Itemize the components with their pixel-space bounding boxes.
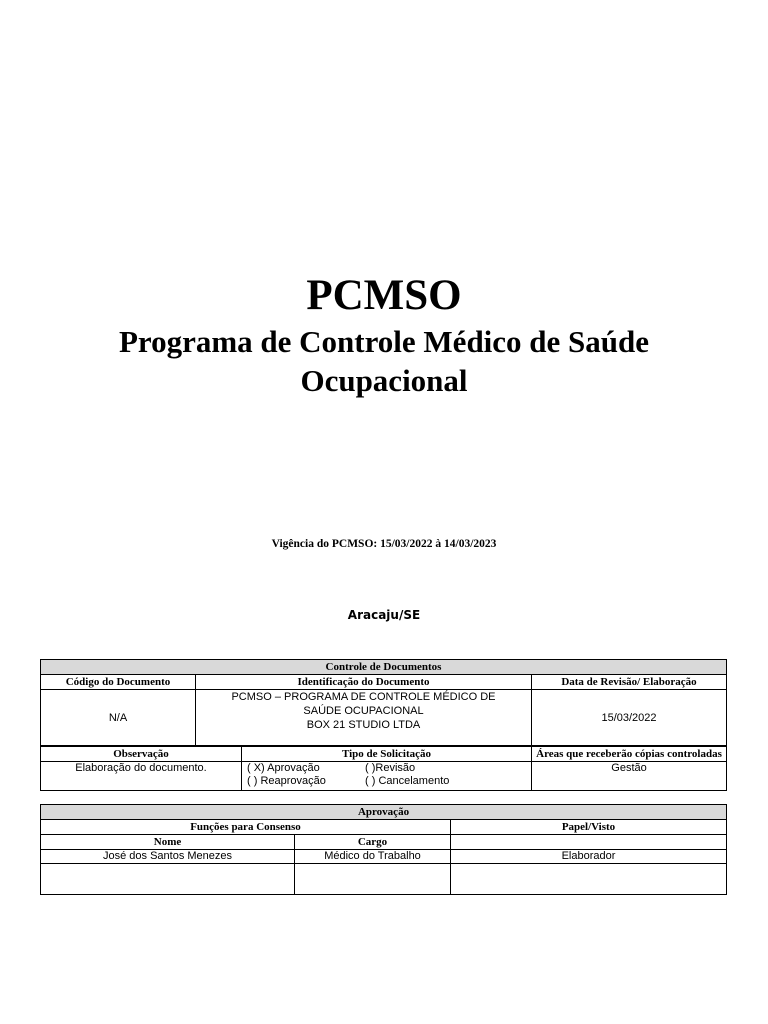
header-observacao: Observação	[41, 746, 242, 762]
controle-title: Controle de Documentos	[41, 660, 727, 675]
header-papel: Papel/Visto	[451, 820, 727, 835]
vigencia-text: Vigência do PCMSO: 15/03/2022 à 14/03/2023	[271, 538, 497, 550]
header-areas: Áreas que receberão cópias controladas	[532, 746, 727, 762]
document-subtitle-line1: Programa de Controle Médico de Saúde	[118, 324, 650, 359]
tipo-cancelamento: ( ) Cancelamento	[365, 775, 450, 787]
city-text: Aracaju/SE	[347, 608, 421, 622]
empty-cell	[41, 864, 295, 895]
codigo-value: N/A	[41, 690, 196, 747]
areas-value: Gestão	[532, 762, 727, 791]
header-codigo: Código do Documento	[41, 675, 196, 690]
controle-documentos-table	[40, 659, 727, 791]
header-identificacao: Identificação do Documento	[196, 675, 532, 690]
tipo-reaprovacao: ( ) Reaprovação	[247, 775, 326, 787]
identificacao-value	[196, 690, 532, 747]
header-papel-blank	[451, 835, 727, 850]
tipo-revisao: ( )Revisão	[365, 762, 416, 774]
document-subtitle-line2: Ocupacional	[300, 363, 468, 398]
identificacao-line2: SAÚDE OCUPACIONAL	[303, 705, 424, 717]
nome-value: José dos Santos Menezes	[41, 850, 295, 864]
empty-cell	[451, 864, 727, 895]
cargo-value: Médico do Trabalho	[295, 850, 451, 864]
header-nome: Nome	[41, 835, 295, 850]
data-revisao-value: 15/03/2022	[532, 690, 727, 747]
document-title: PCMSO	[306, 272, 462, 319]
aprovacao-table	[40, 804, 727, 895]
tipo-aprovacao: ( X) Aprovação	[247, 762, 320, 774]
empty-cell	[295, 864, 451, 895]
document-title-block	[0, 270, 768, 400]
identificacao-line1: PCMSO – PROGRAMA DE CONTROLE MÉDICO DE	[231, 691, 496, 703]
papel-value: Elaborador	[451, 850, 727, 864]
header-tipo-solicitacao: Tipo de Solicitação	[242, 746, 532, 762]
tipo-solicitacao-options	[242, 762, 532, 791]
header-funcoes: Funções para Consenso	[41, 820, 451, 835]
header-cargo: Cargo	[295, 835, 451, 850]
aprovacao-title: Aprovação	[41, 805, 727, 820]
identificacao-line3: BOX 21 STUDIO LTDA	[306, 719, 421, 731]
header-data-revisao: Data de Revisão/ Elaboração	[532, 675, 727, 690]
observacao-value: Elaboração do documento.	[41, 762, 242, 791]
